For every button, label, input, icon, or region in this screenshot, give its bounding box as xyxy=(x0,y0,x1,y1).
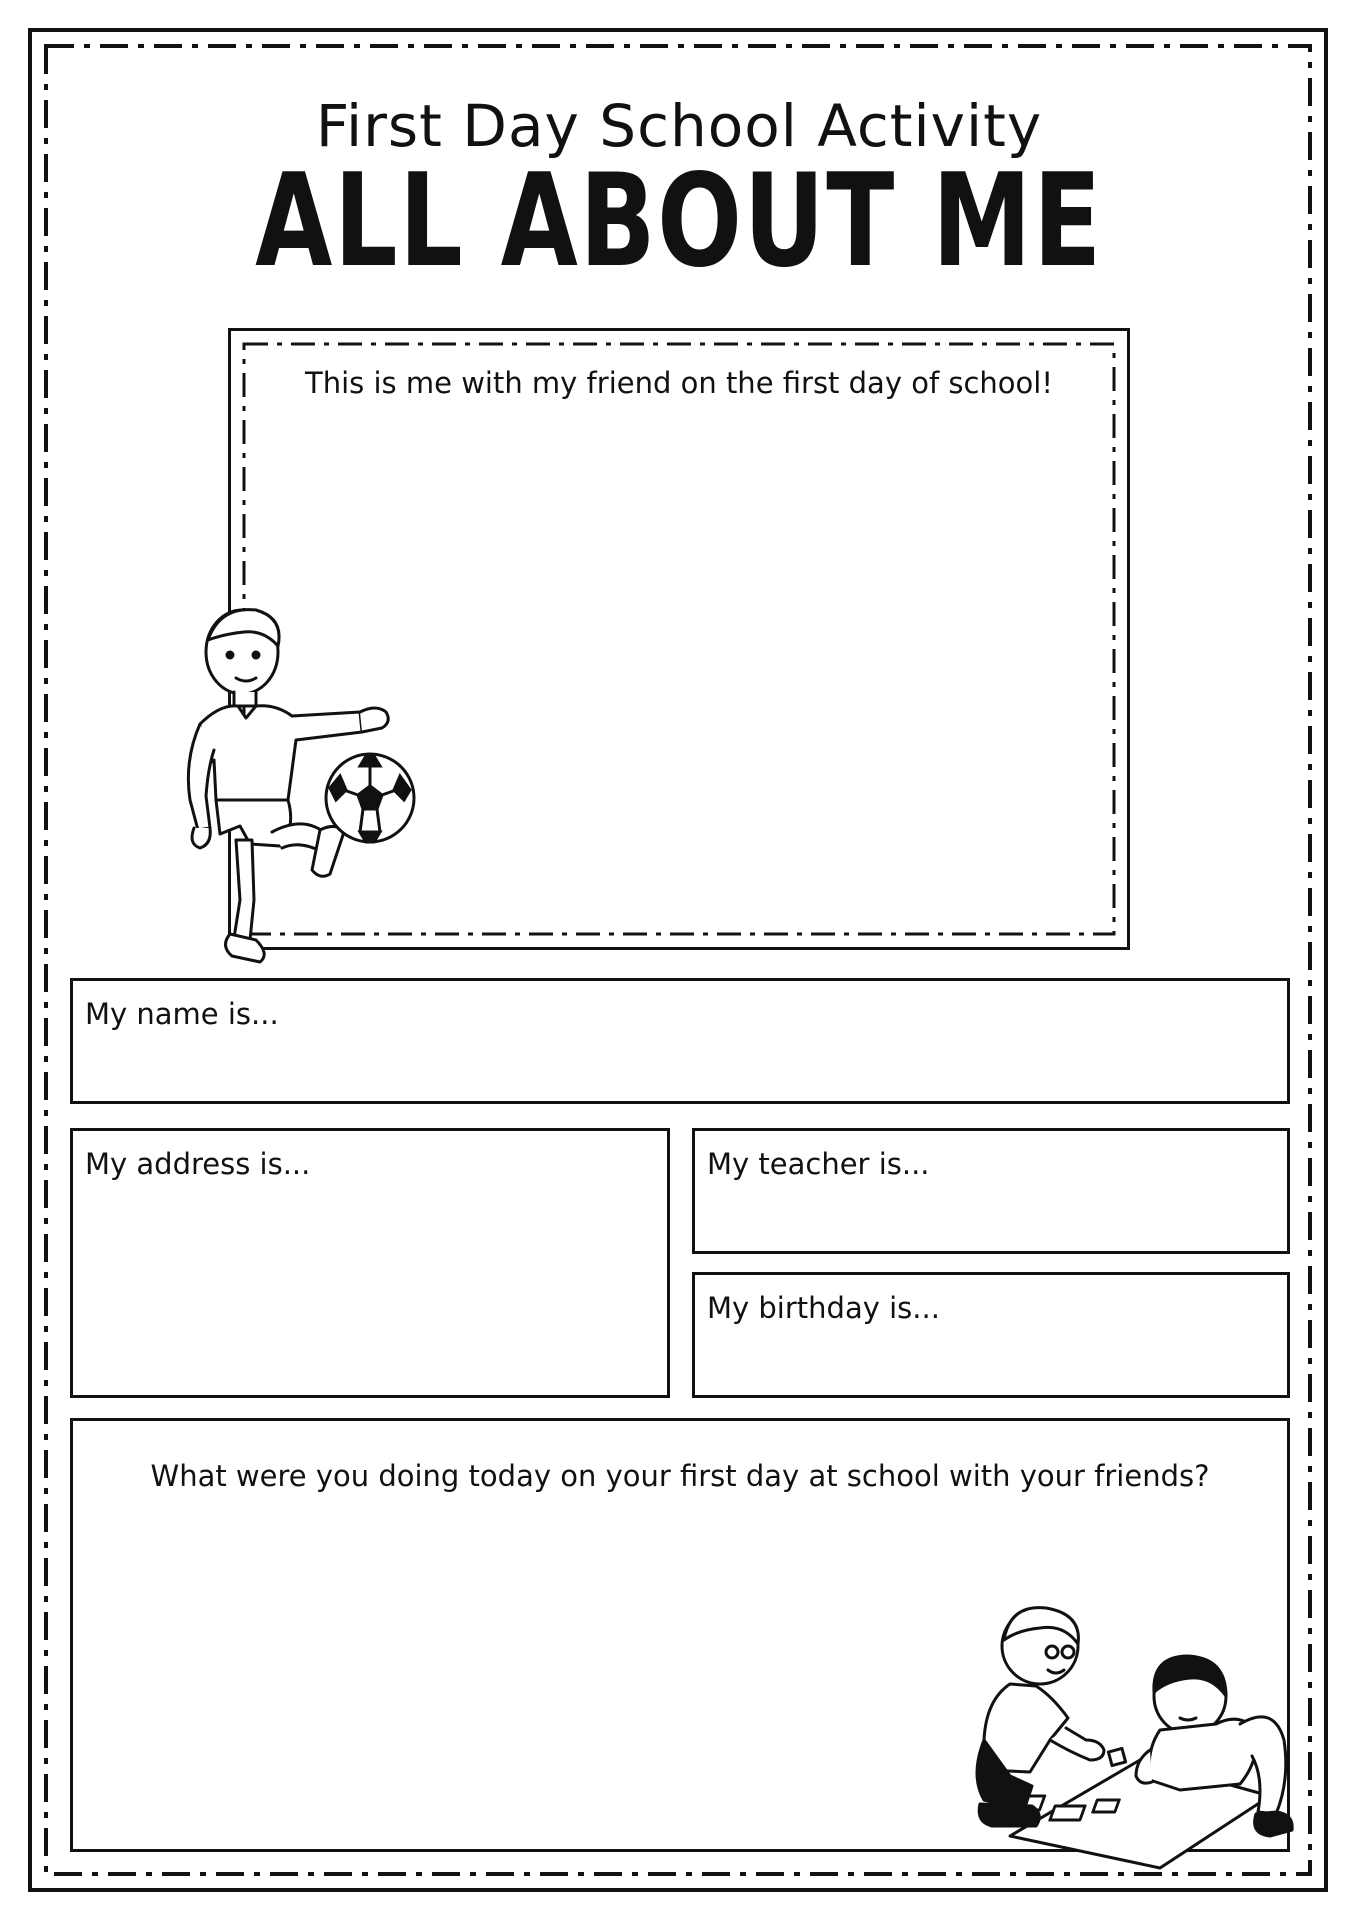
name-label: My name is... xyxy=(85,997,279,1031)
address-field[interactable] xyxy=(70,1128,670,1398)
photo-caption: This is me with my friend on the first day of school! xyxy=(305,366,1053,400)
birthday-label: My birthday is... xyxy=(707,1291,940,1325)
worksheet-subtitle: First Day School Activity xyxy=(315,92,1043,160)
name-field[interactable] xyxy=(70,978,1290,1104)
soccer-boy-illustration xyxy=(160,600,430,980)
worksheet-title: ALL ABOUT ME xyxy=(255,147,1103,296)
address-label: My address is... xyxy=(85,1147,311,1181)
teacher-field[interactable] xyxy=(692,1128,1290,1254)
activity-label: What were you doing today on your first day at school with your friends? xyxy=(150,1459,1210,1493)
kids-board-game-illustration xyxy=(940,1600,1300,1870)
birthday-field[interactable] xyxy=(692,1272,1290,1398)
teacher-label: My teacher is... xyxy=(707,1147,930,1181)
